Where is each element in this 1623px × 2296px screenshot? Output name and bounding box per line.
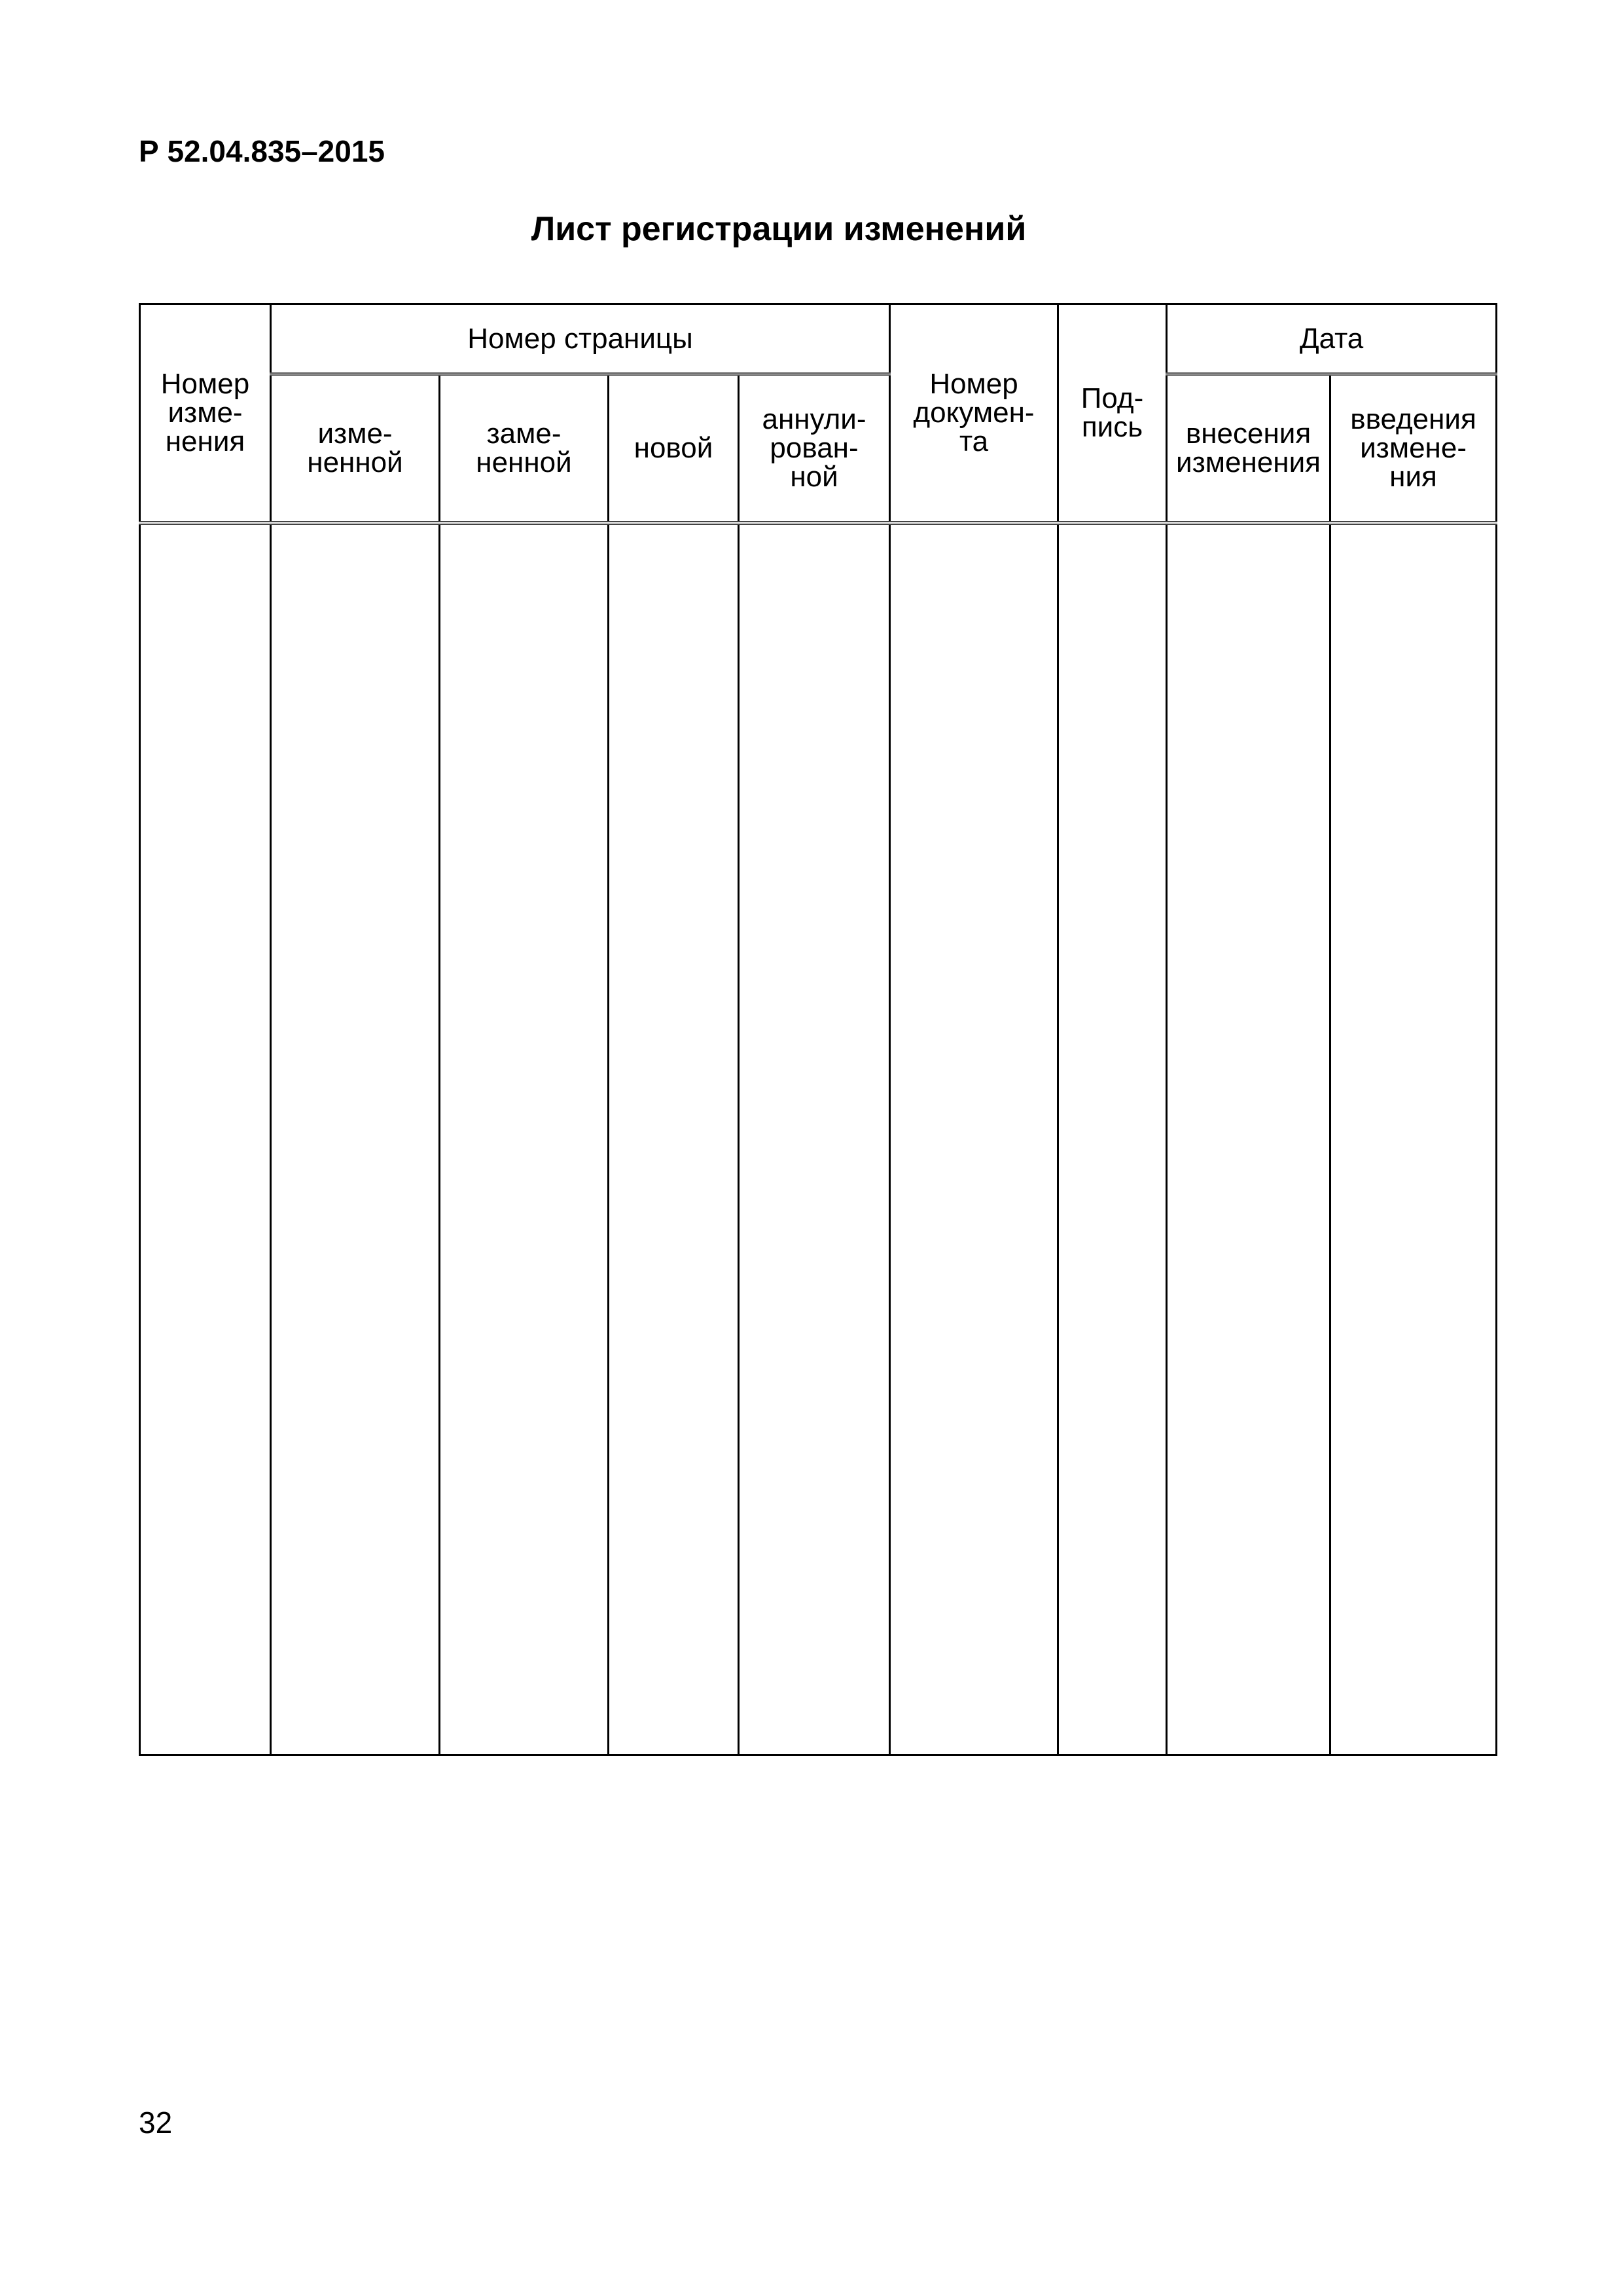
- header-cancelled-page: аннули- рован- ной: [739, 374, 890, 524]
- cell-cancelled-page[interactable]: [739, 523, 890, 1755]
- header-date-entry: внесения изменения: [1167, 374, 1330, 524]
- cell-new-page[interactable]: [609, 523, 739, 1755]
- table-row: [140, 523, 1497, 1755]
- document-code: Р 52.04.835–2015: [139, 134, 385, 168]
- cell-document-number[interactable]: [890, 523, 1058, 1755]
- sheet-title: Лист регистрации изменений: [531, 210, 1027, 248]
- cell-replaced-page[interactable]: [440, 523, 609, 1755]
- change-registration-table: [139, 303, 1497, 1756]
- cell-date-effective[interactable]: [1330, 523, 1497, 1755]
- cell-date-entry[interactable]: [1167, 523, 1330, 1755]
- header-page-number-group: Номер страницы: [271, 304, 890, 374]
- cell-change-number[interactable]: [140, 523, 271, 1755]
- page-number: 32: [139, 2106, 173, 2140]
- header-document-number: Номер докумен- та: [890, 304, 1058, 524]
- cell-changed-page[interactable]: [271, 523, 440, 1755]
- header-changed-page: изме- ненной: [271, 374, 440, 524]
- header-replaced-page: заме- ненной: [440, 374, 609, 524]
- header-new-page: новой: [609, 374, 739, 524]
- cell-signature[interactable]: [1058, 523, 1167, 1755]
- header-date-group: Дата: [1167, 304, 1497, 374]
- header-change-number: Номер изме- нения: [140, 304, 271, 524]
- header-date-effective: введения измене- ния: [1330, 374, 1497, 524]
- header-signature: Под- пись: [1058, 304, 1167, 524]
